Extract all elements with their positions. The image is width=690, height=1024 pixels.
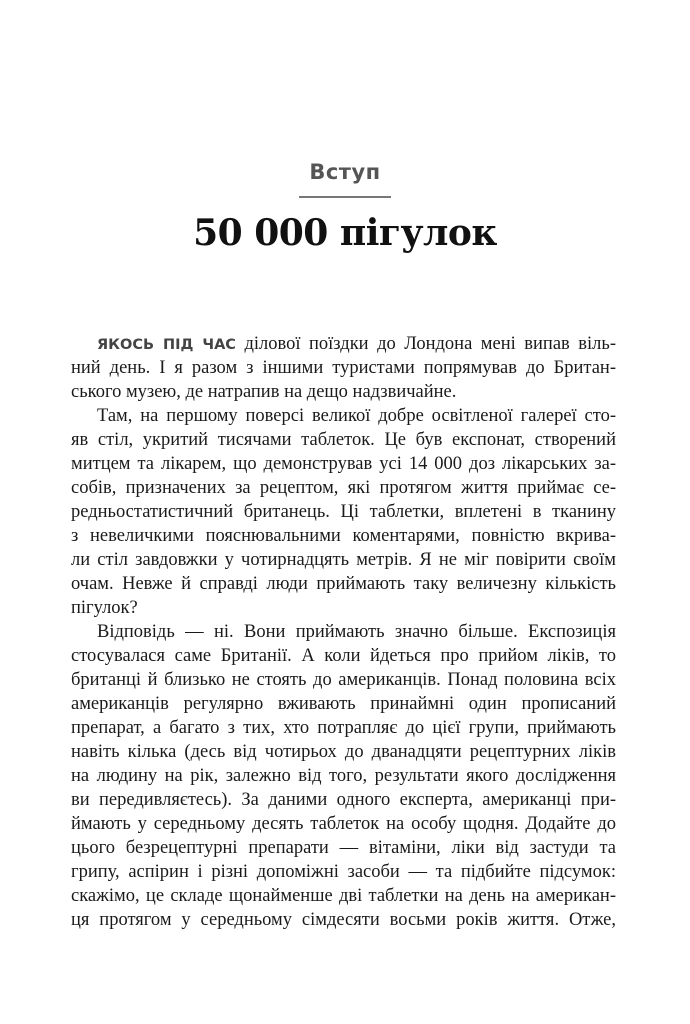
text-line: пігулок? [71,598,138,618]
text-line: редньостатистичний британець. Ці таблетки, вплетені в тканину [71,502,616,522]
text-fragment: ділової поїздки до Лондона мені випав віль- [235,334,616,354]
text-line: ймають у середньому десять таблеток на особу щодня. Додайте до [71,814,616,834]
text-line: ний день. І я разом з іншими туристами попрямував до Британ- [71,358,616,378]
text-line: навіть кілька (десь від чотирьох до дванадцяти рецептурних ліків [71,742,616,762]
text-line: очам. Невже й справді люди приймають таку величезну кількість [71,574,616,594]
text-line: митцем та лікарем, що демонстрував усі 14 000 доз лікарських за- [71,454,616,474]
text-line: ського музею, де натрапив на дещо надзвичайне. [71,382,457,402]
text-line: препарат, а багато з тих, хто потрапляє до цієї групи, приймають [71,718,616,738]
text-line: ли стіл завдовжки у чотирнадцять метрів. Я не міг повірити своїм [71,550,616,570]
text-line: на людину на рік, залежно від того, результати якого дослідження [71,766,616,786]
text-line: яв стіл, укритий тисячами таблеток. Це був експонат, створений [71,430,616,450]
section-label: Вступ [309,160,381,184]
text-line: американців регулярно вживають принаймні один прописаний [71,694,616,714]
text-line: собів, призначених за рецептом, які протягом життя приймає се- [71,478,616,498]
lead-in: ЯКОСЬ ПІД ЧАС [97,337,236,353]
text-line: Там, на першому поверсі великої добре освітленої галереї сто- [97,406,616,426]
text-line: ви передивляєтесь). За даними одного експерта, американці при- [71,790,616,810]
text-line: ця протягом у середньому сімдесяти восьми років життя. Отже, [71,910,616,930]
text-line: грипу, аспірин і різні допоміжні засоби — та підбийте підсумок: [71,862,616,882]
text-line: стосувалася саме Британії. А коли йдеться про прийом ліків, то [71,646,616,666]
text-line: з невеличкими пояснювальними коментарями, повністю вкрива- [71,526,616,546]
text-line: Відповідь — ні. Вони приймають значно більше. Експозиція [97,622,616,642]
chapter-title: 50 000 пігулок [193,212,497,254]
text-line: британці й близько не стоять до американців. Понад половина всіх [71,670,616,690]
body-text [71,332,616,932]
text-line [71,332,616,356]
text-line: скажімо, це складе щонайменше дві таблетки на день на американ- [71,886,616,906]
section-divider [299,196,391,198]
text-line: цього безрецептурні препарати — вітаміни, ліки від застуди та [71,838,616,858]
